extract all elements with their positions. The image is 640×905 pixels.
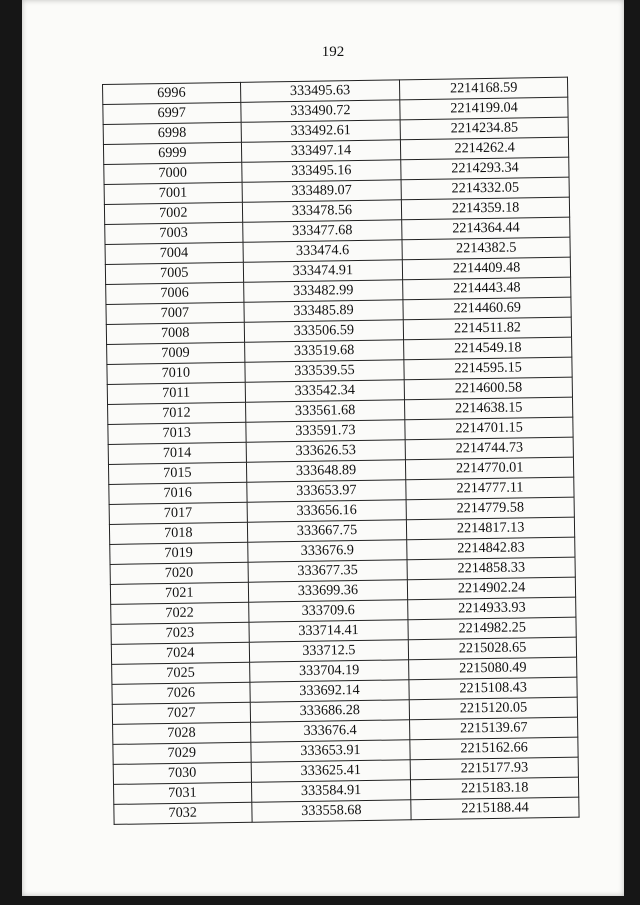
x-coordinate-cell: 333490.72: [240, 100, 400, 123]
point-number-cell: 7006: [106, 282, 244, 304]
y-coordinate-cell: 2214168.59: [400, 77, 568, 100]
coordinate-table-body: [103, 77, 580, 824]
x-coordinate-cell: 333474.91: [243, 260, 403, 283]
x-coordinate-cell: 333676.4: [250, 720, 410, 743]
point-number-cell: 6998: [103, 122, 241, 144]
x-coordinate-cell: 333492.61: [241, 120, 401, 143]
y-coordinate-cell: 2214293.34: [401, 157, 569, 180]
x-coordinate-cell: 333561.68: [245, 400, 405, 423]
point-number-cell: 7027: [112, 702, 250, 724]
x-coordinate-cell: 333539.55: [244, 360, 404, 383]
point-number-cell: 7014: [108, 442, 246, 464]
x-coordinate-cell: 333709.6: [248, 600, 408, 623]
x-coordinate-cell: 333648.89: [246, 460, 406, 483]
x-coordinate-cell: 333653.97: [246, 480, 406, 503]
point-number-cell: 7013: [108, 422, 246, 444]
y-coordinate-cell: 2215183.18: [411, 777, 579, 800]
y-coordinate-cell: 2214460.69: [403, 297, 571, 320]
y-coordinate-cell: 2214443.48: [403, 277, 571, 300]
x-coordinate-cell: 333686.28: [250, 700, 410, 723]
point-number-cell: 6996: [103, 82, 241, 104]
point-number-cell: 7015: [108, 462, 246, 484]
x-coordinate-cell: 333519.68: [244, 340, 404, 363]
y-coordinate-cell: 2215162.66: [410, 737, 578, 760]
point-number-cell: 7025: [112, 662, 250, 684]
point-number-cell: 7010: [107, 362, 245, 384]
point-number-cell: 7026: [112, 682, 250, 704]
y-coordinate-cell: 2214382.5: [402, 237, 570, 260]
x-coordinate-cell: 333497.14: [241, 140, 401, 163]
x-coordinate-cell: 333704.19: [249, 660, 409, 683]
point-number-cell: 7002: [104, 202, 242, 224]
y-coordinate-cell: 2215108.43: [409, 677, 577, 700]
x-coordinate-cell: 333626.53: [246, 440, 406, 463]
point-number-cell: 7023: [111, 622, 249, 644]
y-coordinate-cell: 2214332.05: [401, 177, 569, 200]
x-coordinate-cell: 333676.9: [247, 540, 407, 563]
point-number-cell: 7032: [114, 802, 252, 824]
point-number-cell: 6997: [103, 102, 241, 124]
coordinate-table: [102, 77, 580, 825]
point-number-cell: 7016: [109, 482, 247, 504]
x-coordinate-cell: 333714.41: [249, 620, 409, 643]
y-coordinate-cell: 2214600.58: [404, 377, 572, 400]
y-coordinate-cell: 2215028.65: [409, 637, 577, 660]
coordinate-table-wrapper: [102, 77, 580, 825]
point-number-cell: 7024: [111, 642, 249, 664]
point-number-cell: 7022: [111, 602, 249, 624]
x-coordinate-cell: 333653.91: [250, 740, 410, 763]
y-coordinate-cell: 2214902.24: [408, 577, 576, 600]
x-coordinate-cell: 333478.56: [242, 200, 402, 223]
point-number-cell: 7009: [107, 342, 245, 364]
y-coordinate-cell: 2215177.93: [410, 757, 578, 780]
x-coordinate-cell: 333667.75: [247, 520, 407, 543]
x-coordinate-cell: 333495.63: [240, 80, 400, 103]
y-coordinate-cell: 2214744.73: [405, 437, 573, 460]
x-coordinate-cell: 333474.6: [243, 240, 403, 263]
point-number-cell: 7005: [105, 262, 243, 284]
x-coordinate-cell: 333485.89: [244, 300, 404, 323]
x-coordinate-cell: 333584.91: [251, 780, 411, 803]
point-number-cell: 7003: [105, 222, 243, 244]
x-coordinate-cell: 333482.99: [243, 280, 403, 303]
point-number-cell: 7020: [110, 562, 248, 584]
x-coordinate-cell: 333489.07: [242, 180, 402, 203]
point-number-cell: 7021: [110, 582, 248, 604]
y-coordinate-cell: 2214199.04: [400, 97, 568, 120]
x-coordinate-cell: 333477.68: [242, 220, 402, 243]
y-coordinate-cell: 2214638.15: [405, 397, 573, 420]
y-coordinate-cell: 2214779.58: [406, 497, 574, 520]
x-coordinate-cell: 333712.5: [249, 640, 409, 663]
point-number-cell: 6999: [103, 142, 241, 164]
y-coordinate-cell: 2214982.25: [408, 617, 576, 640]
document-page: [22, 0, 624, 896]
point-number-cell: 7029: [113, 742, 251, 764]
point-number-cell: 7004: [105, 242, 243, 264]
x-coordinate-cell: 333677.35: [248, 560, 408, 583]
y-coordinate-cell: 2214817.13: [407, 517, 575, 540]
point-number-cell: 7008: [106, 322, 244, 344]
x-coordinate-cell: 333692.14: [249, 680, 409, 703]
x-coordinate-cell: 333506.59: [244, 320, 404, 343]
y-coordinate-cell: 2214842.83: [407, 537, 575, 560]
x-coordinate-cell: 333495.16: [241, 160, 401, 183]
y-coordinate-cell: 2214858.33: [407, 557, 575, 580]
point-number-cell: 7018: [109, 522, 247, 544]
point-number-cell: 7031: [114, 782, 252, 804]
y-coordinate-cell: 2215139.67: [410, 717, 578, 740]
x-coordinate-cell: 333625.41: [251, 760, 411, 783]
point-number-cell: 7001: [104, 182, 242, 204]
y-coordinate-cell: 2214359.18: [402, 197, 570, 220]
point-number-cell: 7019: [110, 542, 248, 564]
y-coordinate-cell: 2214409.48: [403, 257, 571, 280]
point-number-cell: 7028: [113, 722, 251, 744]
y-coordinate-cell: 2215188.44: [411, 797, 579, 820]
point-number-cell: 7000: [104, 162, 242, 184]
y-coordinate-cell: 2215120.05: [409, 697, 577, 720]
x-coordinate-cell: 333542.34: [245, 380, 405, 403]
y-coordinate-cell: 2214701.15: [405, 417, 573, 440]
point-number-cell: 7007: [106, 302, 244, 324]
page-number: 192: [321, 44, 345, 60]
y-coordinate-cell: 2214511.82: [404, 317, 572, 340]
y-coordinate-cell: 2214777.11: [406, 477, 574, 500]
y-coordinate-cell: 2214364.44: [402, 217, 570, 240]
x-coordinate-cell: 333558.68: [251, 800, 411, 823]
y-coordinate-cell: 2214770.01: [406, 457, 574, 480]
y-coordinate-cell: 2214549.18: [404, 337, 572, 360]
y-coordinate-cell: 2214933.93: [408, 597, 576, 620]
point-number-cell: 7017: [109, 502, 247, 524]
y-coordinate-cell: 2214262.4: [401, 137, 569, 160]
x-coordinate-cell: 333591.73: [245, 420, 405, 443]
y-coordinate-cell: 2214595.15: [404, 357, 572, 380]
point-number-cell: 7012: [108, 402, 246, 424]
point-number-cell: 7030: [113, 762, 251, 784]
point-number-cell: 7011: [107, 382, 245, 404]
x-coordinate-cell: 333656.16: [247, 500, 407, 523]
x-coordinate-cell: 333699.36: [248, 580, 408, 603]
y-coordinate-cell: 2214234.85: [400, 117, 568, 140]
y-coordinate-cell: 2215080.49: [409, 657, 577, 680]
